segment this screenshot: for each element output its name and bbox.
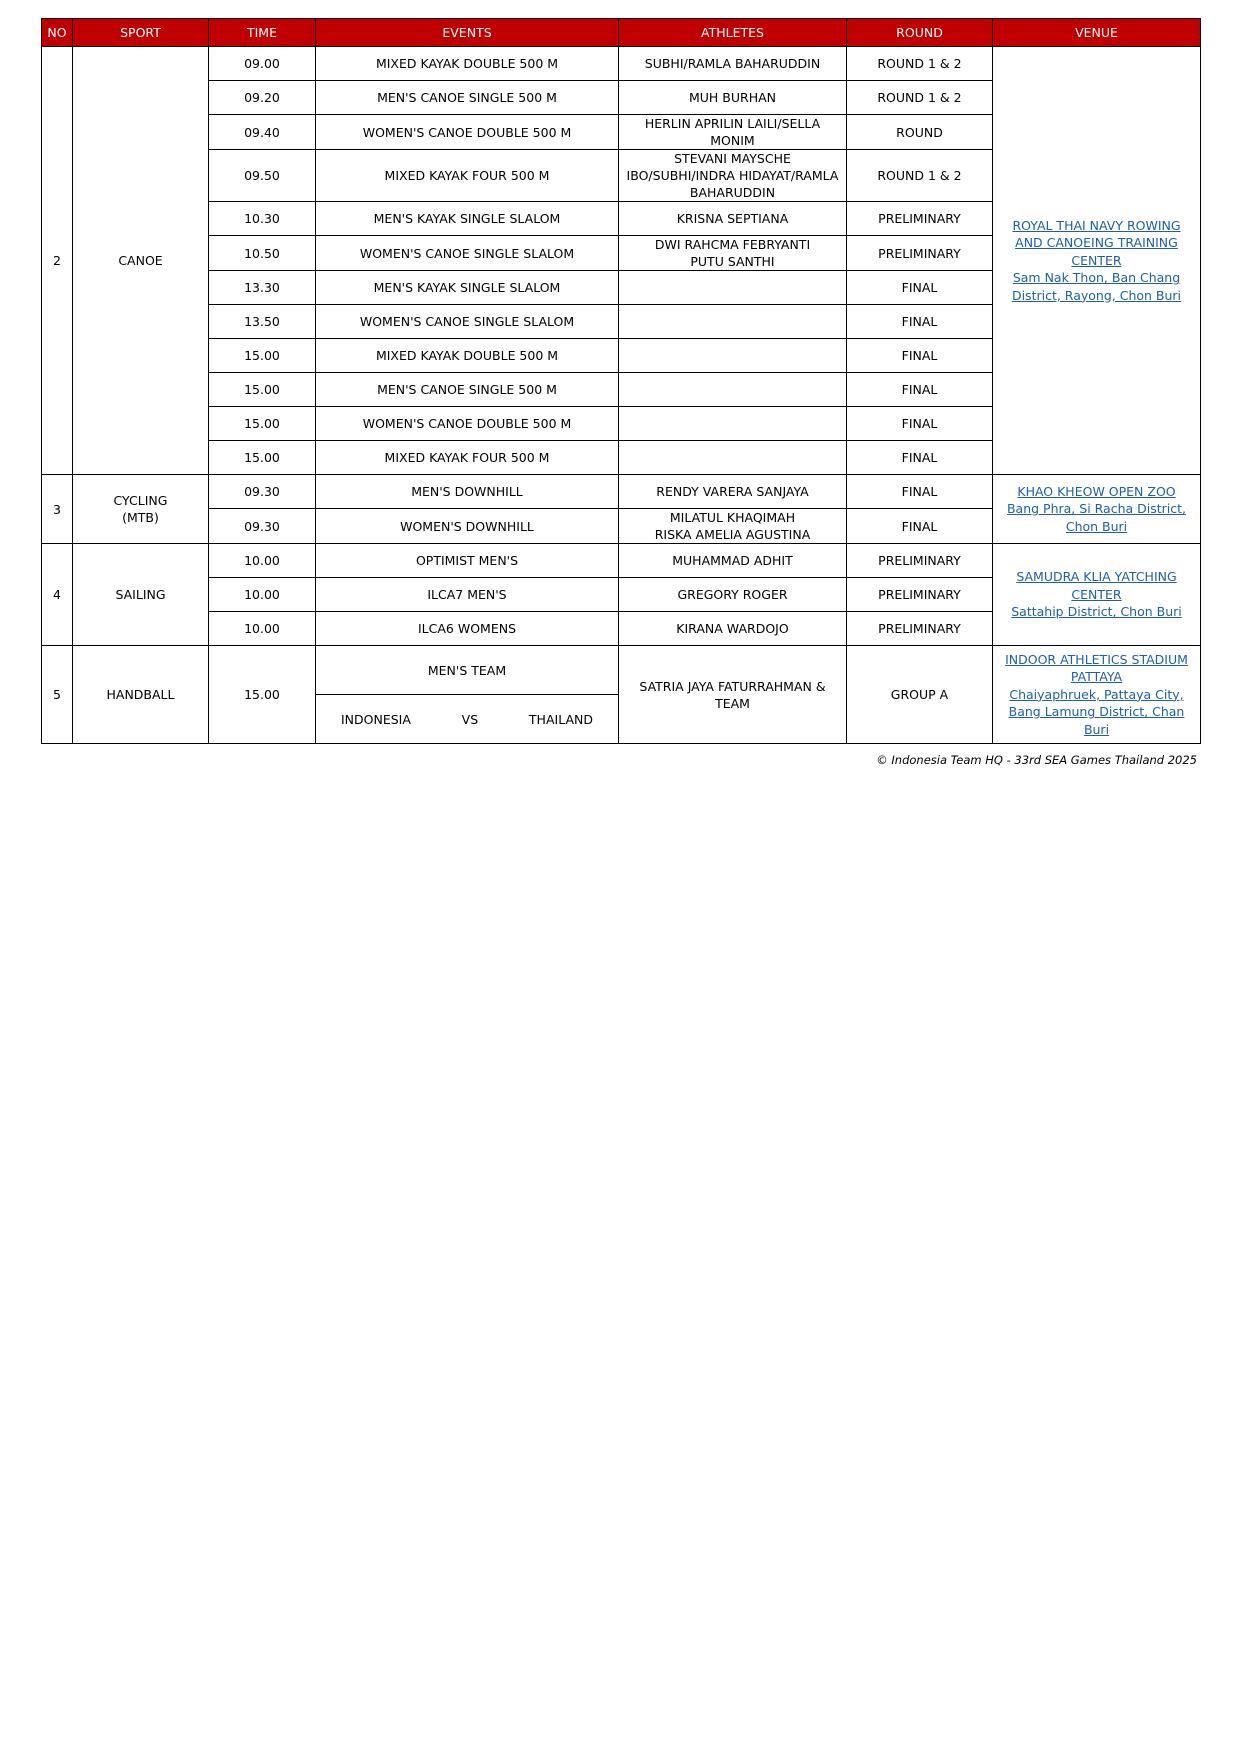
- event-time: 10.30: [209, 202, 316, 236]
- athletes: STEVANI MAYSCHE IBO/SUBHI/INDRA HIDAYAT/RAMLA BAHARUDDIN: [619, 150, 847, 202]
- event-name: MIXED KAYAK FOUR 500 M: [316, 441, 619, 475]
- round: ROUND 1 & 2: [847, 81, 993, 115]
- event-name: ILCA7 MEN'S: [316, 578, 619, 612]
- event-time: 10.50: [209, 236, 316, 271]
- event-name: WOMEN'S DOWNHILL: [316, 509, 619, 544]
- round: FINAL: [847, 271, 993, 305]
- schedule-table: [41, 18, 1201, 744]
- athletes: [619, 271, 847, 305]
- event-time: 09.00: [209, 47, 316, 81]
- event-time: 09.30: [209, 509, 316, 544]
- venue-link[interactable]: KHAO KHEOW OPEN ZOO: [1017, 483, 1176, 499]
- venue-link[interactable]: ROYAL THAI NAVY ROWING AND CANOEING TRAINING CENTER: [1012, 217, 1181, 268]
- event-time: 15.00: [209, 407, 316, 441]
- header-venue: VENUE: [993, 19, 1201, 47]
- round: FINAL: [847, 475, 993, 509]
- round: FINAL: [847, 441, 993, 475]
- event-name: MEN'S DOWNHILL: [316, 475, 619, 509]
- header-time: TIME: [209, 19, 316, 47]
- sport-name: CYCLING (MTB): [73, 475, 209, 544]
- matchup: [316, 695, 619, 744]
- round: PRELIMINARY: [847, 236, 993, 271]
- event-time: 09.30: [209, 475, 316, 509]
- event-name: WOMEN'S CANOE SINGLE SLALOM: [316, 236, 619, 271]
- table-row: [42, 475, 1201, 509]
- round: PRELIMINARY: [847, 578, 993, 612]
- event-time: 15.00: [209, 646, 316, 744]
- event-name: MEN'S TEAM: [316, 646, 619, 695]
- header-round: ROUND: [847, 19, 993, 47]
- header-events: EVENTS: [316, 19, 619, 47]
- venue-cell: [993, 544, 1201, 646]
- athletes: RENDY VARERA SANJAYA: [619, 475, 847, 509]
- venue-link[interactable]: INDOOR ATHLETICS STADIUM PATTAYA: [1005, 651, 1188, 685]
- event-name: MEN'S KAYAK SINGLE SLALOM: [316, 271, 619, 305]
- event-time: 09.40: [209, 115, 316, 150]
- athletes: SATRIA JAYA FATURRAHMAN & TEAM: [619, 646, 847, 744]
- athletes: KIRANA WARDOJO: [619, 612, 847, 646]
- team-a: INDONESIA: [341, 711, 411, 727]
- sport-name: CANOE: [73, 47, 209, 475]
- event-time: 15.00: [209, 339, 316, 373]
- vs-label: VS: [461, 711, 479, 727]
- event-name: MIXED KAYAK DOUBLE 500 M: [316, 47, 619, 81]
- venue-address-link[interactable]: Bang Phra, Si Racha District, Chon Buri: [1006, 501, 1187, 534]
- event-time: 09.50: [209, 150, 316, 202]
- event-name: MEN'S CANOE SINGLE 500 M: [316, 81, 619, 115]
- row-number: 3: [42, 475, 73, 544]
- venue-address-link[interactable]: Chaiyaphruek, Pattaya City, Bang Lamung District, Chan Buri: [1008, 686, 1185, 737]
- event-name: MEN'S CANOE SINGLE 500 M: [316, 373, 619, 407]
- table-row: [42, 544, 1201, 578]
- event-time: 10.00: [209, 578, 316, 612]
- round: GROUP A: [847, 646, 993, 744]
- athletes: MUH BURHAN: [619, 81, 847, 115]
- event-time: 09.20: [209, 81, 316, 115]
- venue-link[interactable]: SAMUDRA KLIA YATCHING CENTER: [1016, 569, 1177, 602]
- event-name: MEN'S KAYAK SINGLE SLALOM: [316, 202, 619, 236]
- round: PRELIMINARY: [847, 202, 993, 236]
- round: FINAL: [847, 339, 993, 373]
- event-name: WOMEN'S CANOE DOUBLE 500 M: [316, 407, 619, 441]
- round: FINAL: [847, 407, 993, 441]
- header-row: [42, 19, 1201, 47]
- round: FINAL: [847, 305, 993, 339]
- event-name: WOMEN'S CANOE DOUBLE 500 M: [316, 115, 619, 150]
- table-row: [42, 47, 1201, 81]
- athletes: HERLIN APRILIN LAILI/SELLA MONIM: [619, 115, 847, 150]
- round: ROUND 1 & 2: [847, 150, 993, 202]
- round: FINAL: [847, 509, 993, 544]
- row-number: 2: [42, 47, 73, 475]
- athletes: [619, 305, 847, 339]
- venue-address-link[interactable]: Sam Nak Thon, Ban Chang District, Rayong, Chon Buri: [1011, 270, 1182, 303]
- round: PRELIMINARY: [847, 612, 993, 646]
- sport-name: SAILING: [73, 544, 209, 646]
- sport-name: HANDBALL: [73, 646, 209, 744]
- row-number: 4: [42, 544, 73, 646]
- row-number: 5: [42, 646, 73, 744]
- event-name: OPTIMIST MEN'S: [316, 544, 619, 578]
- header-no: NO: [42, 19, 73, 47]
- event-time: 13.50: [209, 305, 316, 339]
- event-time: 15.00: [209, 373, 316, 407]
- event-name: MIXED KAYAK FOUR 500 M: [316, 150, 619, 202]
- venue-cell: [993, 646, 1201, 744]
- round: FINAL: [847, 373, 993, 407]
- event-time: 15.00: [209, 441, 316, 475]
- athletes: [619, 373, 847, 407]
- athletes: [619, 339, 847, 373]
- team-b: THAILAND: [528, 711, 593, 727]
- athletes: GREGORY ROGER: [619, 578, 847, 612]
- athletes: KRISNA SEPTIANA: [619, 202, 847, 236]
- athletes: [619, 441, 847, 475]
- venue-cell: [993, 47, 1201, 475]
- athletes: MUHAMMAD ADHIT: [619, 544, 847, 578]
- round: ROUND: [847, 115, 993, 150]
- athletes: MILATUL KHAQIMAH RISKA AMELIA AGUSTINA: [619, 509, 847, 544]
- header-sport: SPORT: [73, 19, 209, 47]
- athletes: [619, 407, 847, 441]
- round: PRELIMINARY: [847, 544, 993, 578]
- copyright-footer: © Indonesia Team HQ - 33rd SEA Games Thailand 2025: [876, 753, 1197, 767]
- event-time: 10.00: [209, 612, 316, 646]
- event-name: ILCA6 WOMENS: [316, 612, 619, 646]
- event-time: 13.30: [209, 271, 316, 305]
- event-name: MIXED KAYAK DOUBLE 500 M: [316, 339, 619, 373]
- round: ROUND 1 & 2: [847, 47, 993, 81]
- athletes: DWI RAHCMA FEBRYANTI PUTU SANTHI: [619, 236, 847, 271]
- athletes: SUBHI/RAMLA BAHARUDDIN: [619, 47, 847, 81]
- table-row: [42, 646, 1201, 695]
- header-athletes: ATHLETES: [619, 19, 847, 47]
- venue-cell: [993, 475, 1201, 544]
- event-name: WOMEN'S CANOE SINGLE SLALOM: [316, 305, 619, 339]
- event-time: 10.00: [209, 544, 316, 578]
- venue-address-link[interactable]: Sattahip District, Chon Buri: [1011, 604, 1182, 620]
